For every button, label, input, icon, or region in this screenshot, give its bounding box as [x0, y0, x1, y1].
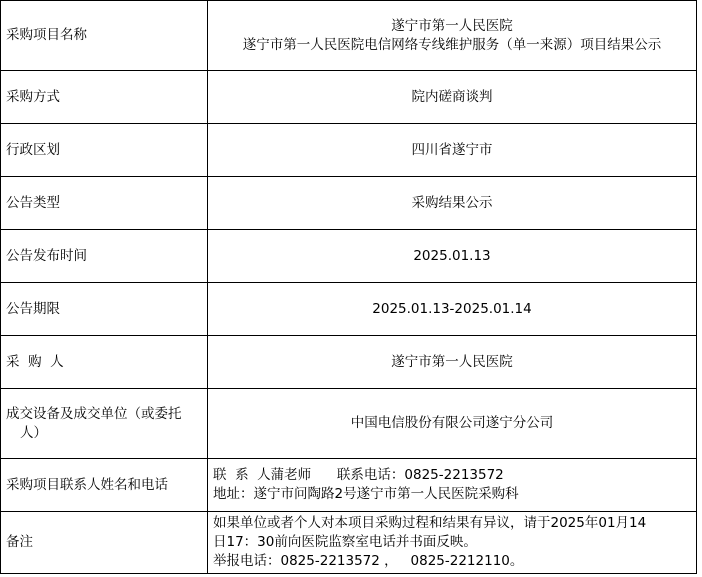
publish-date-value: 2025.01.13 [208, 230, 697, 283]
winning-supplier-value: 中国电信股份有限公司遂宁分公司 [208, 389, 697, 459]
remarks-cell [208, 512, 697, 574]
table-row [1, 459, 697, 512]
row-label: 行政区划 [1, 124, 208, 177]
row-label: 采购项目联系人姓名和电话 [1, 459, 208, 512]
table-row [1, 389, 697, 459]
row-label: 公告发布时间 [1, 230, 208, 283]
remarks-line: 举报电话：0825-2213572 ， 0825-2212110。 [213, 553, 524, 569]
row-label-line: 成交设备及成交单位（或委托 [6, 405, 182, 422]
project-name-cell [208, 1, 697, 71]
row-label: 公告类型 [1, 177, 208, 230]
table-row [1, 1, 697, 71]
row-label: 采 购 人 [1, 336, 208, 389]
table-row [1, 512, 697, 574]
table-row [1, 124, 697, 177]
project-name-line: 遂宁市第一人民医院 [391, 17, 513, 34]
table-row [1, 71, 697, 124]
row-label-line: 人） [20, 424, 47, 441]
row-label: 公告期限 [1, 283, 208, 336]
table-row [1, 336, 697, 389]
remarks-line: 如果单位或者个人对本项目采购过程和结果有异议，请于2025年01月14 [213, 515, 647, 531]
contact-cell [208, 459, 697, 512]
project-name-line: 遂宁市第一人民医院电信网络专线维护服务（单一来源）项目结果公示 [242, 36, 662, 53]
notice-type-value: 采购结果公示 [208, 177, 697, 230]
row-label [1, 389, 208, 459]
row-label: 备注 [1, 512, 208, 574]
address-line: 地址：遂宁市问陶路2号遂宁市第一人民医院采购科 [213, 486, 519, 502]
row-label: 采购方式 [1, 71, 208, 124]
table-row [1, 177, 697, 230]
row-label: 采购项目名称 [1, 1, 208, 71]
contact-line: 联 系 人蒲老师 联系电话：0825-2213572 [213, 467, 504, 483]
region-value: 四川省遂宁市 [208, 124, 697, 177]
table-row [1, 230, 697, 283]
purchaser-value: 遂宁市第一人民医院 [208, 336, 697, 389]
remarks-line: 日17：30前向医院监察室电话并书面反映。 [213, 534, 477, 550]
notice-period-value: 2025.01.13-2025.01.14 [208, 283, 697, 336]
procurement-method-value: 院内磋商谈判 [208, 71, 697, 124]
table-row [1, 283, 697, 336]
